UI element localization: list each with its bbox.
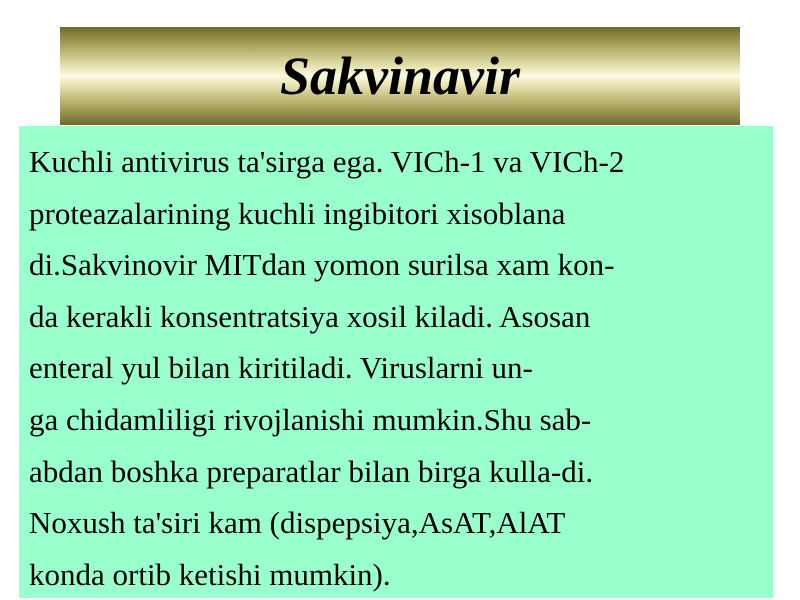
title-banner [60,27,740,125]
body-line: konda ortib ketishi mumkin). [29,556,391,592]
body-line: Noxush ta'siri kam (dispepsiya,AsAT,AlAT [29,505,566,541]
body-text-box [19,126,773,598]
slide-title: Sakvinavir [279,46,521,106]
body-line: Kuchli antivirus ta'sirga ega. VICh-1 va VICh-2 [29,144,625,179]
body-line: di.Sakvinovir MITdan yomon surilsa xam kon- [29,247,615,283]
body-line: da kerakli konsentratsiya xosil kiladi. Asosan [29,298,591,334]
body-line: abdan boshka preparatlar bilan birga kulla-di. [29,453,594,489]
body-line: enteral yul bilan kiritiladi. Viruslarni un- [29,350,533,386]
body-line: proteazalarining kuchli ingibitori xisoblana [29,195,566,231]
body-line: ga chidamliligi rivojlanishi mumkin.Shu sab- [29,401,592,437]
